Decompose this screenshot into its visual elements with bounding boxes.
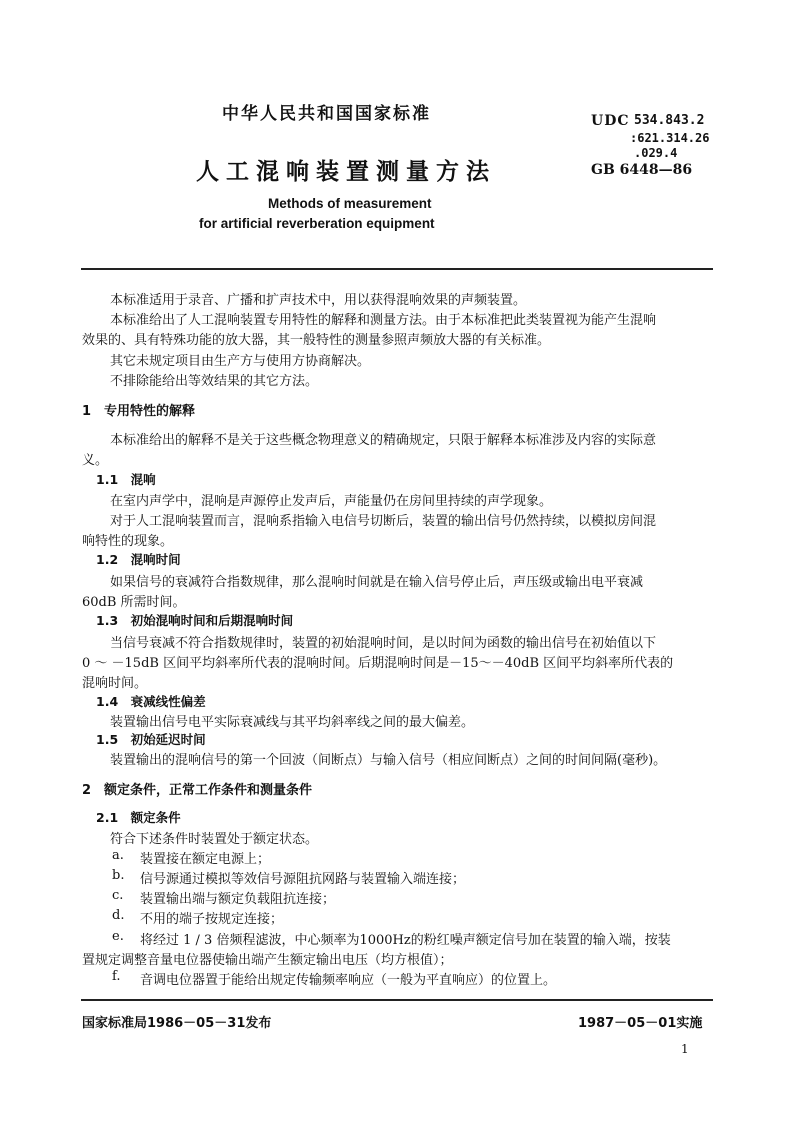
title-chinese: 人工混响装置测量方法 — [196, 159, 496, 185]
title-english-line1: Methods of measurement — [268, 196, 432, 211]
s21-heading: 2.1 额定条件 — [96, 810, 181, 825]
footer-rule — [81, 999, 713, 1001]
udc-label: UDC — [591, 113, 630, 129]
section-2-heading: 2 额定条件，正常工作条件和测量条件 — [82, 783, 313, 798]
intro-line-1: 本标准适用于录音、广播和扩声技术中，用以获得混响效果的声频装置。 — [110, 293, 527, 308]
effective-date: 1987－05－01实施 — [578, 1016, 703, 1031]
intro-line-5: 不排除能给出等效结果的其它方法。 — [110, 374, 319, 389]
s1-para-line-1: 本标准给出的解释不是关于这些概念物理意义的精确规定，只限于解释本标准涉及内容的实际意 — [110, 433, 657, 448]
title-english-line2: for artificial reverberation equipment — [199, 216, 435, 231]
header-rule — [81, 268, 713, 270]
s1-para-line-2: 义。 — [82, 453, 109, 468]
s11-line-1: 在室内声学中，混响是声源停止发声后，声能量仍在房间里持续的声学现象。 — [110, 494, 553, 509]
issuing-body: 中华人民共和国国家标准 — [222, 104, 431, 124]
page-number: 1 — [681, 1042, 689, 1056]
section-1-heading: 1 专用特性的解释 — [82, 404, 196, 419]
item-text-e-cont: 置规定调整音量电位器使输出端产生额定输出电压（均方根值）； — [82, 953, 453, 968]
intro-line-2: 本标准给出了人工混响装置专用特性的解释和测量方法。由于本标准把此类装置视为能产生混响 — [110, 313, 657, 328]
issued-date: 国家标准局1986－05－31发布 — [82, 1016, 272, 1031]
s11-line-2: 对于人工混响装置而言，混响系指输入电信号切断后，装置的输出信号仍然持续，以模拟房间混 — [110, 514, 657, 529]
udc-code-2: :621.314.26 — [630, 131, 710, 145]
intro-line-3: 效果的、具有特殊功能的放大器，其一般特性的测量参照声频放大器的有关标准。 — [82, 333, 551, 348]
item-mark-a: a. — [112, 848, 124, 863]
s13-heading: 1.3 初始混响时间和后期混响时间 — [96, 613, 294, 628]
s14-line-1: 装置输出信号电平实际衰减线与其平均斜率线之间的最大偏差。 — [110, 715, 475, 730]
item-text-e: 将经过 1 / 3 倍频程滤波，中心频率为1000Hz的粉红噪声额定信号加在装置的输入端，按装 — [140, 933, 671, 948]
item-text-c: 装置输出端与额定负载阻抗连接； — [140, 892, 336, 907]
s12-heading: 1.2 混响时间 — [96, 552, 181, 567]
s15-line-1: 装置输出的混响信号的第一个回波（间断点）与输入信号（相应间断点）之间的时间间隔(毫秒)。 — [110, 753, 667, 768]
udc-code-3: .029.4 — [634, 146, 678, 160]
s12-line-1: 如果信号的衰减符合指数规律，那么混响时间就是在输入信号停止后，声压级或输出电平衰减 — [110, 575, 644, 590]
intro-line-4: 其它未规定项目由生产方与使用方协商解决。 — [110, 354, 371, 369]
s13-line-1: 当信号衰减不符合指数规律时，装置的初始混响时间，是以时间为函数的输出信号在初始值以下 — [110, 636, 657, 651]
item-mark-e: e. — [112, 929, 124, 944]
gb-number: GB 6448—86 — [591, 162, 693, 178]
item-text-d: 不用的端子按规定连接； — [140, 912, 284, 927]
s11-heading: 1.1 混响 — [96, 472, 156, 487]
item-mark-b: b. — [112, 868, 125, 883]
s21-line-0: 符合下述条件时装置处于额定状态。 — [110, 832, 319, 847]
item-text-f: 音调电位器置于能给出规定传输频率响应（一般为平直响应）的位置上。 — [140, 973, 557, 988]
item-mark-d: d. — [112, 908, 125, 923]
udc-code-1: 534.843.2 — [634, 113, 705, 128]
item-mark-c: c. — [112, 888, 124, 903]
s11-line-3: 响特性的现象。 — [82, 534, 174, 549]
item-text-a: 装置接在额定电源上； — [140, 852, 271, 867]
s13-line-2: 0 ～ －15dB 区间平均斜率所代表的混响时间。后期混响时间是－15～－40dB 区间平均斜率所代表的 — [82, 656, 674, 671]
s15-heading: 1.5 初始延迟时间 — [96, 732, 206, 747]
s12-line-2: 60dB 所需时间。 — [82, 595, 186, 610]
item-text-b: 信号源通过模拟等效信号源阻抗网路与装置输入端连接； — [140, 872, 466, 887]
s13-line-3: 混响时间。 — [82, 676, 148, 691]
item-mark-f: f. — [112, 969, 121, 984]
s14-heading: 1.4 衰减线性偏差 — [96, 694, 206, 709]
